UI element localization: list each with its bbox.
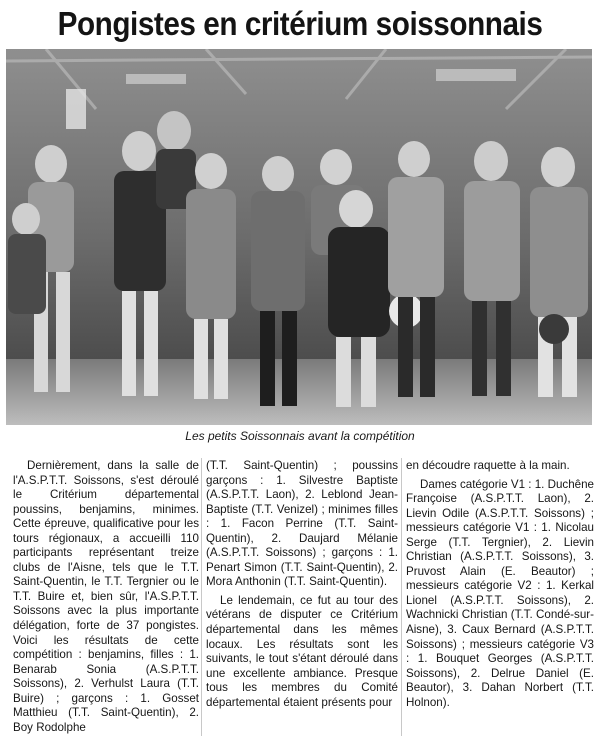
group-photo (6, 49, 592, 425)
headline: Pongistes en critérium soissonnais (57, 5, 543, 42)
article-column-2 (206, 459, 398, 710)
article-paragraph: Dernièrement, dans la salle de l'A.S.P.T.T. Soissons, s'est déroulé le Critérium départemental poussins, benjamins, minimes. Cette épreuve, qualificative pour les tours régionaux, a accueilli 110 participants représentant treize clubs de l'Aisne, tels que le T.T. Saint-Quentin, le T.T. Tergnier ou le T.T. Buire et, bien sûr, l'A.S.P.T.T. Soissons avec la plus importante délégation, forte de 37 pongistes. Voici les résultats de cette compétition : benjamins, filles : 1. Benarab Sonia (A.S.P.T.T. Soissons), 2. Verhulst Laura (T.T. Buire) ; garçons : 1. Gosset Matthieu (T.T. Saint-Quentin), 2. Boy Rodolphe (13, 459, 199, 734)
article-column-3 (406, 459, 594, 710)
article-column-1 (13, 459, 199, 735)
article-paragraph: Le lendemain, ce fut au tour des vétérans de disputer ce Critérium départemental dans les mêmes locaux. Les résultats sont les suivants, le tout s'étant déroulé dans une excellente ambiance. Presque tous les membres du Comité départemental étaient présents pour (206, 593, 398, 709)
photo-caption: Les petits Soissonnais avant la compétition (185, 429, 415, 443)
column-divider (201, 458, 202, 736)
column-divider (401, 458, 402, 736)
article-paragraph: (T.T. Saint-Quentin) ; poussins garçons : 1. Silvestre Baptiste (A.S.P.T.T. Laon), 2. Leblond Jean-Baptiste (T.T. Venizel) ; minimes filles : 1. Facon Perrine (T.T. Saint-Quentin), 2. Daujard Mélanie (A.S.P.T.T. Soissons) ; garçons : 1. Penart Simon (T.T. Saint-Quentin), 2. Mora Anthonin (T.T. Saint-Quentin). (206, 459, 398, 589)
article-paragraph: Dames catégorie V1 : 1. Duchêne Françoise (A.S.P.T.T. Laon), 2. Lievin Odile (A.S.P.T.T. Soissons) ; messieurs catégorie V1 : 1. Nicolau Serge (T.T. Tergnier), 2. Lievin Christian (A.S.P.T.T. Soissons), 3. Pruvost Alain (E. Beautor) ; messieurs catégorie V2 : 1. Kerkal Lionel (A.S.P.T.T. Soissons), 2. Wachnicki Christian (T.T. Condé-sur-Aisne), 3. Caux Bernard (A.S.P.T.T. Soissons) ; messieurs catégorie V3 : 1. Bouquet Georges (A.S.P.T.T. Soissons), 2. Delrue Daniel (E. Beautor), 3. Dahan Norbert (T.T. Holnon). (406, 477, 595, 709)
article-paragraph: en découdre raquette à la main. (406, 459, 570, 472)
group-photo-illustration (6, 49, 592, 425)
